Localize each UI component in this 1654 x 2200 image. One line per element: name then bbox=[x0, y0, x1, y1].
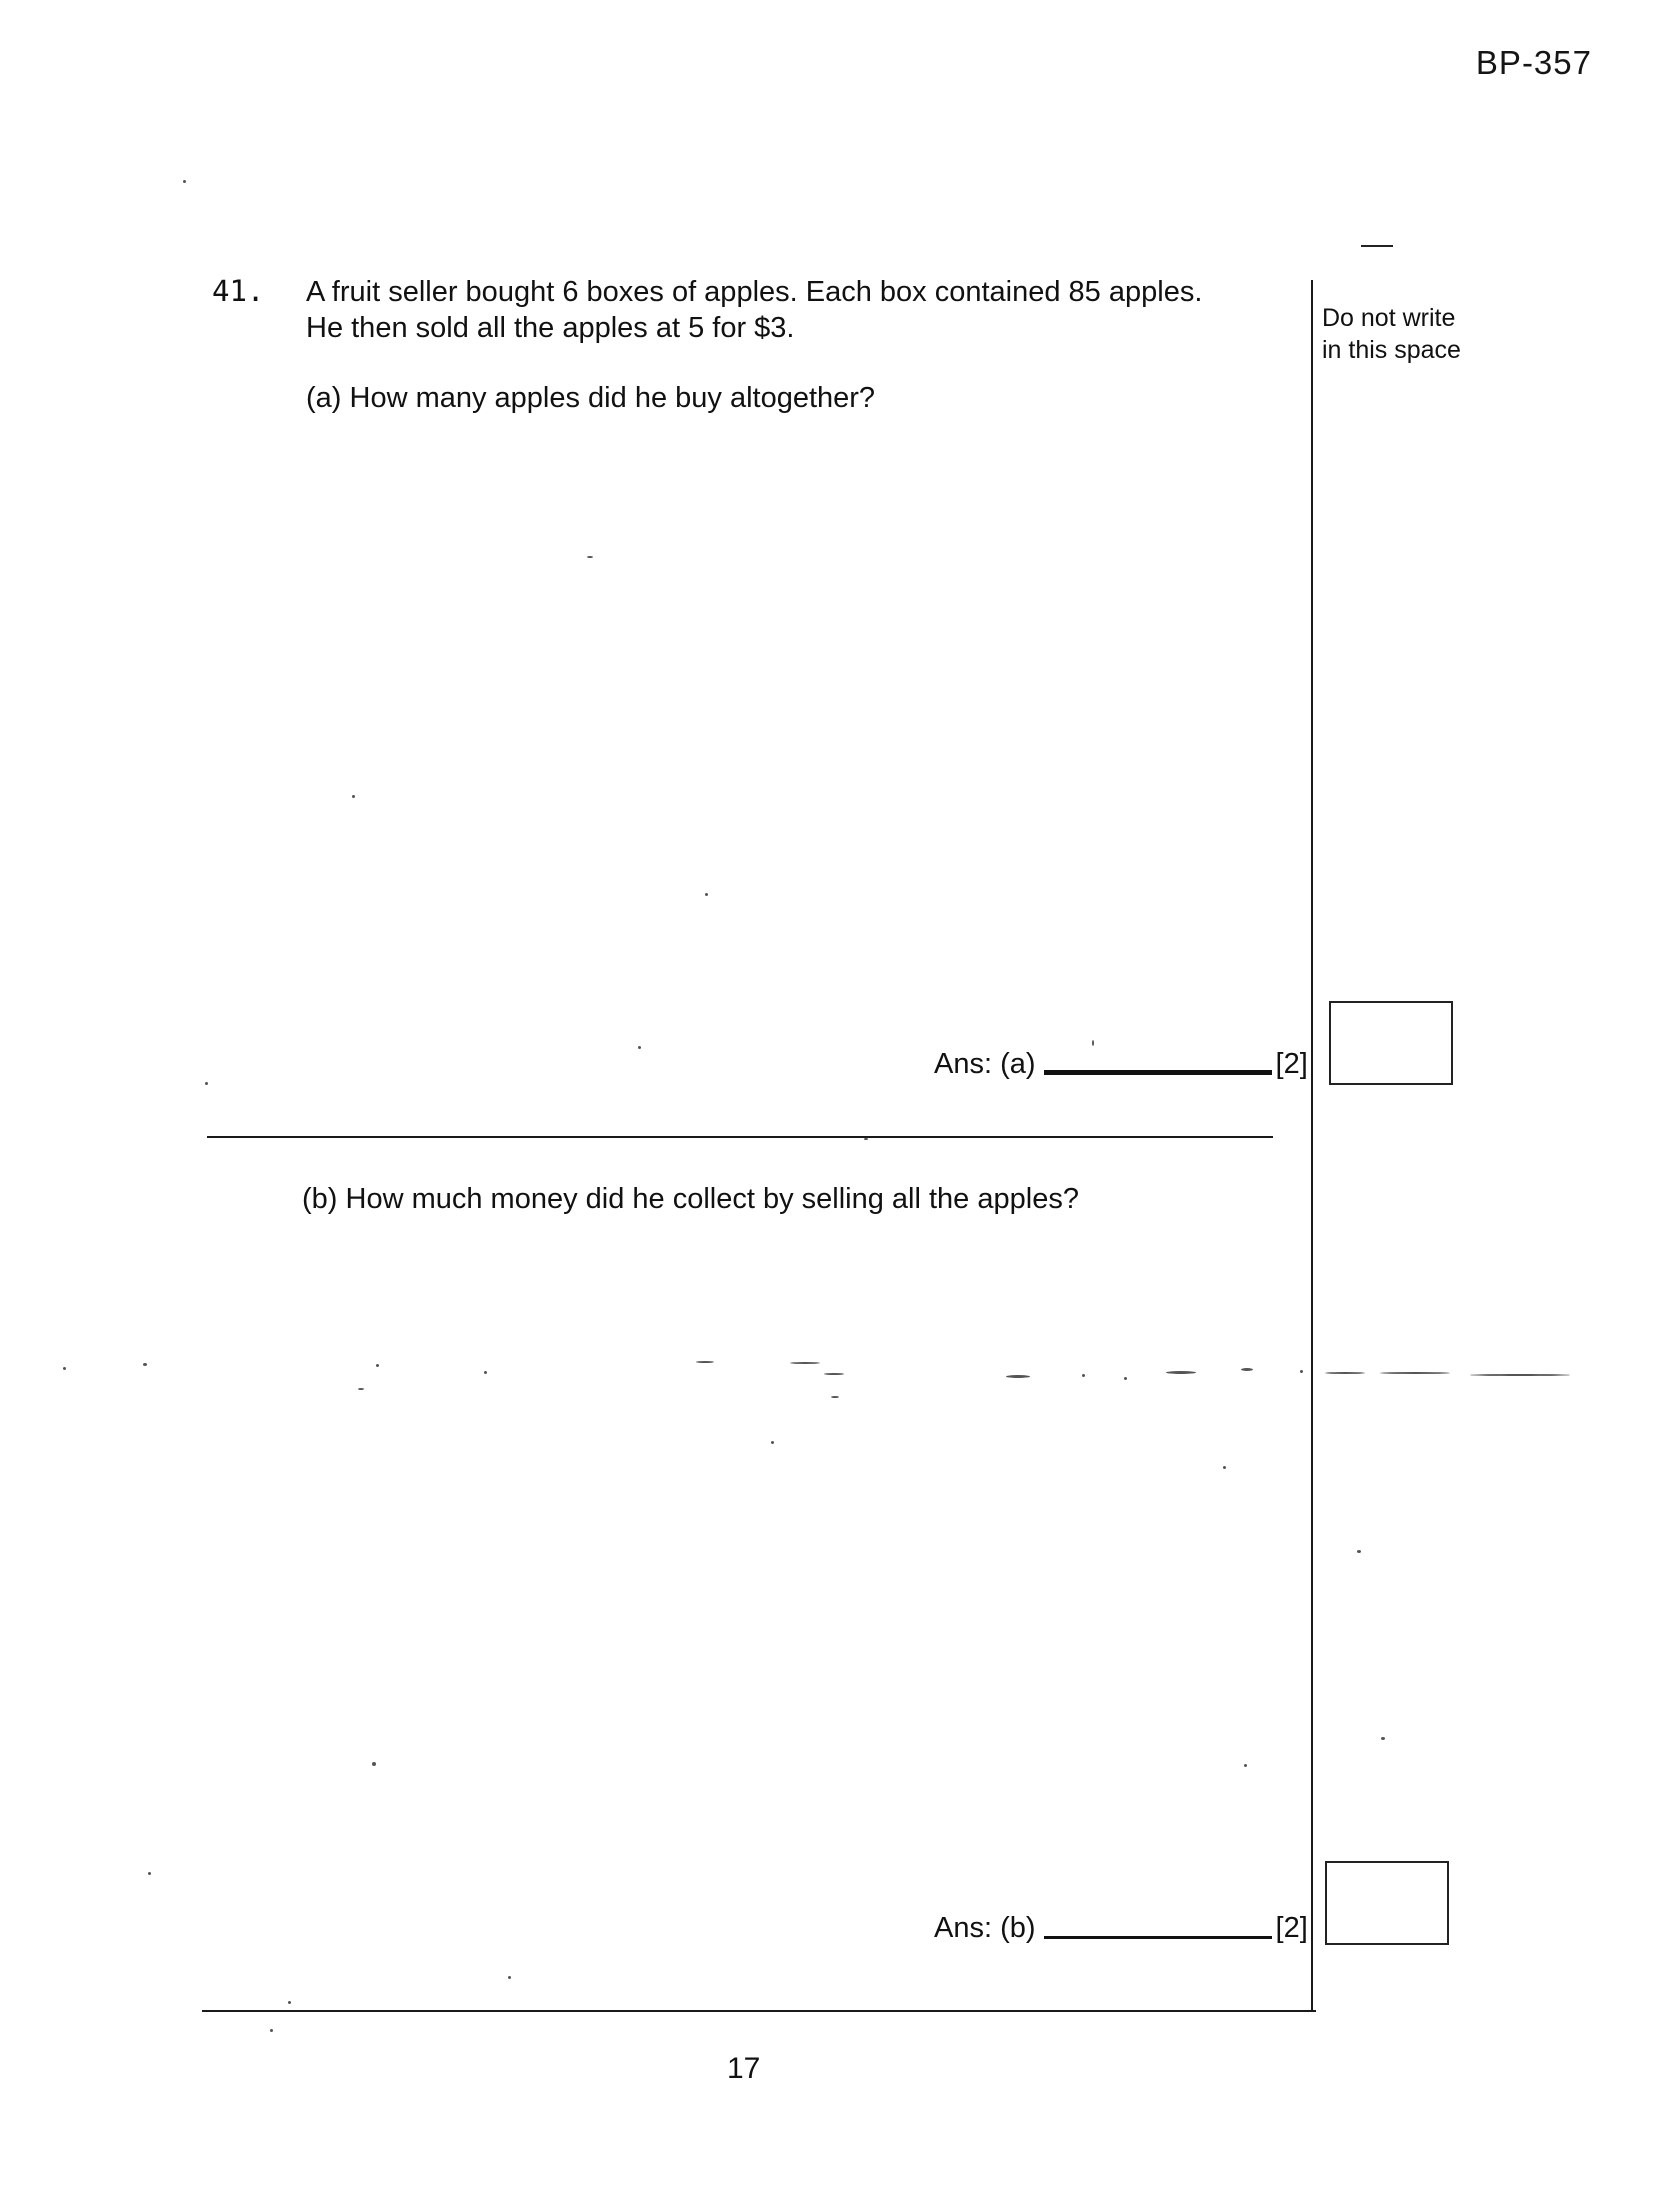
scan-speck bbox=[864, 1138, 868, 1140]
question-stem-line-2: He then sold all the apples at 5 for $3. bbox=[306, 312, 795, 344]
scan-speck bbox=[372, 1762, 376, 1766]
scan-speck bbox=[1325, 1372, 1365, 1374]
scan-speck bbox=[1357, 1550, 1361, 1553]
part-b-answer-blank[interactable] bbox=[1044, 1932, 1272, 1939]
scan-speck bbox=[1082, 1374, 1085, 1377]
scan-speck bbox=[143, 1363, 147, 1366]
scan-speck bbox=[270, 2029, 273, 2032]
margin-dash bbox=[1361, 245, 1393, 247]
margin-note-line-2: in this space bbox=[1322, 336, 1461, 364]
part-b-answer-row bbox=[934, 1912, 1308, 1945]
scan-speck bbox=[638, 1046, 641, 1049]
scan-speck bbox=[1244, 1764, 1247, 1767]
scan-speck bbox=[1241, 1368, 1253, 1371]
scan-speck bbox=[1380, 1372, 1450, 1374]
part-b-prompt: (b) How much money did he collect by selling all the apples? bbox=[302, 1183, 1079, 1215]
scan-speck bbox=[824, 1373, 844, 1375]
scan-speck bbox=[1223, 1466, 1226, 1469]
section-divider-b bbox=[202, 2010, 1316, 2012]
scan-speck bbox=[358, 1388, 364, 1390]
question-stem-line-1: A fruit seller bought 6 boxes of apples. Each box contained 85 apples. bbox=[306, 276, 1203, 308]
scan-speck bbox=[771, 1441, 774, 1444]
document-code: BP-357 bbox=[1475, 44, 1592, 81]
scan-speck bbox=[1470, 1374, 1570, 1376]
scan-speck bbox=[1092, 1040, 1094, 1046]
part-a-marks: [2] bbox=[1275, 1048, 1308, 1080]
section-divider-a bbox=[207, 1136, 1273, 1138]
margin-note-line-1: Do not write bbox=[1322, 304, 1456, 332]
scan-speck bbox=[705, 893, 708, 896]
scan-speck bbox=[508, 1976, 511, 1979]
scan-speck bbox=[1166, 1371, 1196, 1374]
part-b-mark-box bbox=[1325, 1861, 1449, 1945]
scan-speck bbox=[148, 1872, 151, 1875]
part-b-answer-label: Ans: (b) bbox=[934, 1912, 1036, 1944]
scan-speck bbox=[587, 556, 593, 558]
scan-speck bbox=[1006, 1375, 1030, 1378]
question-stem bbox=[306, 274, 1202, 346]
scan-speck bbox=[831, 1396, 839, 1398]
part-a-answer-blank[interactable] bbox=[1044, 1066, 1272, 1075]
scan-speck bbox=[288, 2001, 291, 2004]
scan-speck bbox=[183, 180, 186, 183]
scan-speck bbox=[376, 1364, 379, 1367]
part-a-answer-label: Ans: (a) bbox=[934, 1048, 1036, 1080]
scan-speck bbox=[1124, 1377, 1127, 1380]
scan-speck bbox=[484, 1371, 487, 1374]
margin-note bbox=[1322, 302, 1461, 366]
scan-speck bbox=[696, 1361, 714, 1363]
part-a-mark-box bbox=[1329, 1001, 1453, 1085]
question-number: 41. bbox=[212, 274, 265, 308]
part-a-prompt: (a) How many apples did he buy altogether? bbox=[306, 382, 876, 414]
scan-speck bbox=[790, 1362, 820, 1364]
page-number: 17 bbox=[727, 2052, 761, 2085]
scan-speck bbox=[1381, 1737, 1385, 1740]
margin-divider bbox=[1311, 280, 1313, 2010]
part-a-answer-row bbox=[934, 1048, 1308, 1081]
scan-speck bbox=[1300, 1370, 1303, 1373]
scan-speck bbox=[352, 795, 355, 798]
scan-speck bbox=[63, 1367, 66, 1370]
scan-speck bbox=[205, 1082, 208, 1085]
part-b-marks: [2] bbox=[1275, 1912, 1308, 1944]
